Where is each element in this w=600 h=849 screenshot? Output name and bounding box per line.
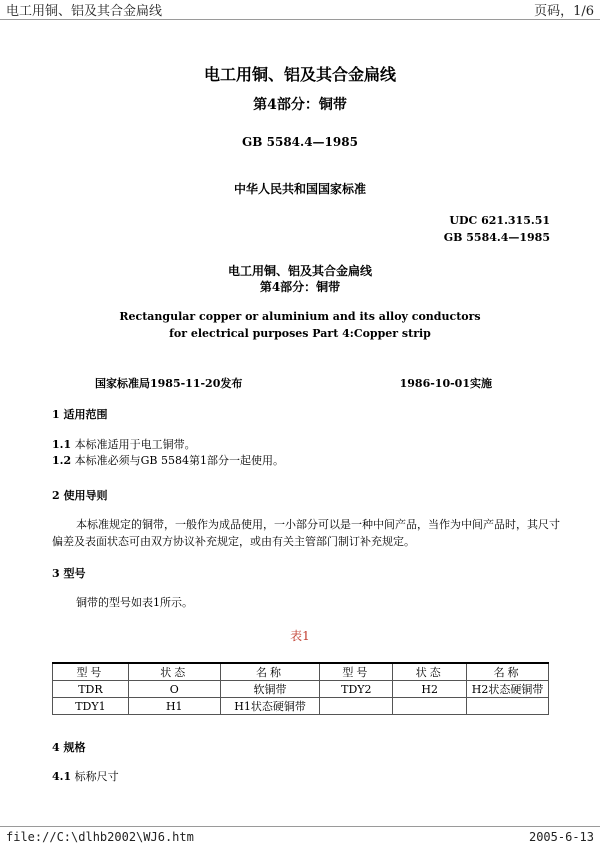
section-2-paragraph-line2: 偏差及表面状态可由双方协议补充规定，或由有关主管部门制订补充规定。 [52, 535, 415, 548]
clause-1-1-number: 1.1 [52, 438, 72, 451]
table-header-cell: 名称 [467, 663, 549, 681]
table-row [53, 681, 549, 698]
table-cell [320, 698, 393, 715]
header-divider [0, 19, 600, 20]
clause-4-1-text: 标称尺寸 [74, 770, 119, 783]
doc-part: 第4部分：铜带 [253, 97, 347, 113]
table-cell: O [128, 681, 220, 698]
table-cell [393, 698, 467, 715]
effective-date: 1986-10-01实施 [399, 377, 492, 390]
clause-4-1 [52, 768, 119, 786]
clause-1-1-text: 本标准适用于电工铜带。 [74, 438, 196, 451]
table-row [53, 698, 549, 715]
table-header-cell: 状态 [128, 663, 220, 681]
table-header-cell: 状态 [393, 663, 467, 681]
clause-1-2-text: 本标准必须与GB 5584第1部分一起使用。 [74, 454, 284, 467]
doc-title: 电工用铜、铝及其合金扁线 [203, 65, 396, 84]
table-header-cell: 名称 [220, 663, 320, 681]
clause-4-1-number: 4.1 [52, 770, 72, 783]
clause-1-2-number: 1.2 [52, 454, 72, 467]
footer-divider [0, 826, 600, 827]
doc-part-2: 第4部分：铜带 [259, 280, 341, 294]
english-title-line1: Rectangular copper or aluminium and its alloy conductors [119, 310, 481, 323]
table-cell: H1状态硬铜带 [220, 698, 320, 715]
doc-title-2: 电工用铜、铝及其合金扁线 [227, 264, 372, 278]
english-title-line2: for electrical purposes Part 4:Copper strip [169, 327, 431, 340]
header-title: 电工用铜、铝及其合金扁线 [6, 4, 163, 19]
table-header-row [53, 663, 549, 681]
model-table [52, 662, 549, 715]
doc-code: GB 5584.4—1985 [242, 135, 358, 149]
section-2-paragraph-line1: 本标准规定的铜带，一般作为成品使用，一小部分可以是一种中间产品，当作为中间产品时，其尺寸 [76, 518, 560, 531]
national-standard: 中华人民共和国国家标准 [233, 182, 366, 196]
table-caption: 表1 [290, 629, 310, 643]
section-3-paragraph: 铜带的型号如表1所示。 [76, 596, 193, 609]
table-cell: TDY1 [53, 698, 129, 715]
clause-1-2 [52, 452, 284, 470]
table-cell: TDY2 [320, 681, 393, 698]
table-header-cell: 型号 [53, 663, 129, 681]
table-cell: TDR [53, 681, 129, 698]
gb-number: GB 5584.4—1985 [443, 231, 550, 244]
section-2-heading: 2 使用导则 [52, 489, 108, 502]
table-header-cell: 型号 [320, 663, 393, 681]
issue-date: 国家标准局1985-11-20发布 [95, 377, 243, 390]
table-cell: H2 [393, 681, 467, 698]
udc-number: UDC 621.315.51 [449, 214, 550, 227]
table-cell: H2状态硬铜带 [467, 681, 549, 698]
section-4-heading: 4 规格 [52, 741, 86, 754]
table-cell [467, 698, 549, 715]
page-number: 页码，1/6 [534, 4, 594, 19]
file-path: file://C:\dlhb2002\WJ6.htm [6, 830, 194, 844]
table-cell: H1 [128, 698, 220, 715]
section-3-heading: 3 型号 [52, 567, 86, 580]
section-1-heading: 1 适用范围 [52, 408, 108, 421]
print-date: 2005-6-13 [528, 830, 594, 844]
table-cell: 软铜带 [220, 681, 320, 698]
